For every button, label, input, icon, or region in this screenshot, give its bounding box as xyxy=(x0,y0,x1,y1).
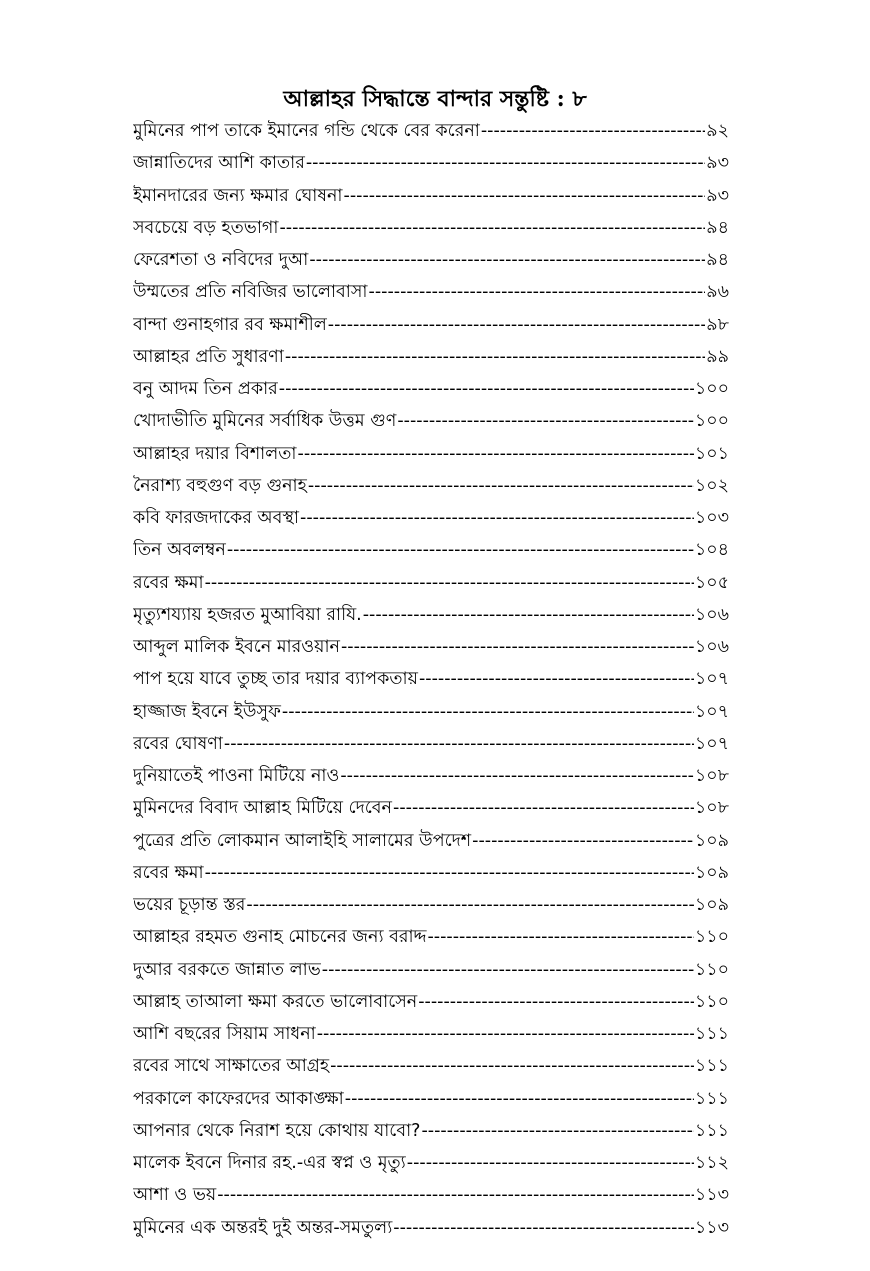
toc-entry xyxy=(133,534,729,566)
toc-entry-title: তিন অবলম্বন xyxy=(133,540,226,561)
toc-entry xyxy=(133,857,729,889)
toc-entry-title: নৈরাশ্য বহুগুণ বড় গুনাহ xyxy=(133,475,307,496)
toc-entry-title: রবের ক্ষমা xyxy=(133,572,204,593)
toc-entry-page-number: ৯৩ xyxy=(706,153,729,174)
dot-leader xyxy=(300,502,694,534)
toc-entry xyxy=(133,405,729,437)
toc-entry xyxy=(133,244,729,276)
toc-entry xyxy=(133,212,729,244)
toc-entry-title: মুমিনের পাপ তাকে ইমানের গন্ডি থেকে বের করেনা xyxy=(133,121,480,141)
dot-leader xyxy=(344,180,706,212)
dot-leader xyxy=(340,760,694,792)
toc-entry xyxy=(133,309,729,341)
toc-entry-page-number: ১১১ xyxy=(694,1024,729,1044)
toc-entry xyxy=(133,115,729,147)
toc-entry-page-number: ১০৮ xyxy=(694,798,729,819)
toc-entry xyxy=(133,954,729,986)
dot-leader xyxy=(345,1083,694,1115)
toc-entry-title: রবের সাথে সাক্ষাতের আগ্রহ xyxy=(133,1056,330,1077)
toc-entry-title: পাপ হয়ে যাবে তুচ্ছ তার দয়ার ব্যাপকতায় xyxy=(133,669,418,690)
dot-leader xyxy=(282,696,694,728)
toc-entry-title: আল্লাহর দয়ার বিশালতা xyxy=(133,443,297,464)
toc-entry xyxy=(133,1018,729,1050)
toc-entry-page-number: ১০৯ xyxy=(694,830,729,851)
toc-entry xyxy=(133,373,729,405)
toc-entry-title: হাজ্জাজ ইবনে ইউসুফ xyxy=(133,701,281,722)
toc-entry xyxy=(133,1115,729,1147)
toc-entry-title: পরকালে কাফেরদের আকাঙ্ক্ষা xyxy=(133,1088,344,1109)
toc-entry xyxy=(133,1147,729,1179)
toc-entry-page-number: ১১০ xyxy=(694,927,729,948)
dot-leader xyxy=(279,212,705,244)
toc-entry xyxy=(133,696,729,728)
dot-leader xyxy=(421,1115,693,1147)
toc-entry-title: উম্মতের প্রতি নবিজির ভালোবাসা xyxy=(133,282,368,303)
toc-entry-title: মালেক ইবনে দিনার রহ.-এর স্বপ্ন ও মৃত্যু xyxy=(133,1153,406,1173)
dot-leader xyxy=(227,534,694,566)
dot-leader xyxy=(306,147,705,179)
dot-leader xyxy=(205,567,694,599)
toc-entry xyxy=(133,921,729,953)
dot-leader xyxy=(224,728,694,760)
dot-leader xyxy=(309,244,705,276)
toc-entry-title: দুনিয়াতেই পাওনা মিটিয়ে নাও xyxy=(133,766,340,786)
dot-leader xyxy=(217,1179,694,1211)
toc-entry-page-number: ১১১ xyxy=(694,1120,729,1141)
toc-entry-page-number: ১১২ xyxy=(694,1153,729,1173)
dot-leader xyxy=(472,825,694,857)
toc-entry-title: খোদাভীতি মুমিনের সর্বাধিক উত্তম গুণ xyxy=(133,411,397,432)
toc-entry-title: আল্লাহ তাআলা ক্ষমা করতে ভালোবাসেন xyxy=(133,991,418,1012)
toc-entry xyxy=(133,1083,729,1115)
toc-entry-title: জান্নাতিদের আশি কাতার xyxy=(133,153,305,174)
toc-entry xyxy=(133,502,729,534)
toc-entry xyxy=(133,147,729,179)
toc-entry-title: মুমিনদের বিবাদ আল্লাহ মিটিয়ে দেবেন xyxy=(133,798,392,819)
toc-entry-title: আপনার থেকে নিরাশ হয়ে কোথায় যাবো? xyxy=(133,1120,421,1141)
dot-leader xyxy=(285,341,705,373)
toc-entry-page-number: ১০৭ xyxy=(694,669,729,690)
toc-entry-title: আব্দুল মালিক ইবনে মারওয়ান xyxy=(133,637,340,657)
toc-entry-page-number: ৯৩ xyxy=(706,185,729,206)
toc-entry-page-number: ৯৮ xyxy=(706,314,729,335)
toc-entry-title: আল্লাহর রহমত গুনাহ মোচনের জন্য বরাদ্দ xyxy=(133,927,427,948)
toc-entry xyxy=(133,1179,729,1211)
dot-leader xyxy=(393,792,694,824)
toc-entry-page-number: ৯৪ xyxy=(706,250,729,270)
dot-leader xyxy=(341,631,694,663)
dot-leader xyxy=(205,857,694,889)
toc-entry-page-number: ১১১ xyxy=(694,1056,729,1077)
toc-entry-title: ভয়ের চূড়ান্ত স্তর xyxy=(133,895,246,915)
toc-entry-page-number: ১০৯ xyxy=(694,895,729,915)
toc-entry xyxy=(133,631,729,663)
toc-entry-page-number: ৯৪ xyxy=(706,217,729,238)
dot-leader xyxy=(418,986,694,1018)
toc-entry-page-number: ১০৮ xyxy=(694,766,729,786)
toc-entry-title: রবের ক্ষমা xyxy=(133,862,204,883)
toc-entry-page-number: ১০৬ xyxy=(694,604,729,625)
toc-entry xyxy=(133,1212,729,1244)
toc-entry xyxy=(133,1050,729,1082)
toc-entry-page-number: ১০৭ xyxy=(694,701,729,722)
toc-entry xyxy=(133,180,729,212)
toc-entry-title: বনু আদম তিন প্রকার xyxy=(133,379,278,399)
toc-entry xyxy=(133,825,729,857)
toc-entry-page-number: ১১৩ xyxy=(694,1217,729,1238)
dot-leader xyxy=(419,663,694,695)
toc-entry-title: মৃত্যুশয্যায় হজরত মুআবিয়া রাযি. xyxy=(133,604,362,625)
toc-entry-page-number: ১১০ xyxy=(694,991,729,1012)
toc-entry-title: আল্লাহর প্রতি সুধারণা xyxy=(133,346,284,367)
dot-leader xyxy=(393,1212,694,1244)
dot-leader xyxy=(298,438,694,470)
toc-entry-page-number: ১১১ xyxy=(694,1088,729,1109)
dot-leader xyxy=(246,889,693,921)
toc-entry xyxy=(133,438,729,470)
toc-entry-title: বান্দা গুনাহগার রব ক্ষমাশীল xyxy=(133,314,327,335)
toc-entry-page-number: ৯২ xyxy=(706,121,729,141)
dot-leader xyxy=(481,115,705,147)
toc-entry-page-number: ১০১ xyxy=(694,443,729,464)
toc-entry-title: কবি ফারজদাকের অবস্থা xyxy=(133,508,299,528)
dot-leader xyxy=(308,470,694,502)
page-title: আল্লাহর সিদ্ধান্তে বান্দার সন্তুষ্টি : ৮ xyxy=(283,86,587,112)
toc-entry xyxy=(133,341,729,373)
toc-entry-page-number: ১১০ xyxy=(694,959,729,980)
toc-entry xyxy=(133,792,729,824)
dot-leader xyxy=(407,1147,694,1179)
toc-entry-title: সবচেয়ে বড় হতভাগা xyxy=(133,217,279,238)
dot-leader xyxy=(363,599,694,631)
toc-entry-title: পুত্রের প্রতি লোকমান আলাইহি সালামের উপদেশ xyxy=(133,830,472,851)
toc-entry xyxy=(133,470,729,502)
toc-entry-page-number: ১০২ xyxy=(694,475,729,496)
toc-entry xyxy=(133,760,729,792)
toc-entry-page-number: ১১৩ xyxy=(694,1185,729,1206)
toc-entry-title: রবের ঘোষণা xyxy=(133,733,223,754)
toc-entry-page-number: ১০৯ xyxy=(694,862,729,883)
toc-entry xyxy=(133,986,729,1018)
toc-entry-title: দুআর বরকতে জান্নাত লাভ xyxy=(133,959,321,980)
dot-leader xyxy=(397,405,694,437)
toc-entry-page-number: ১০৭ xyxy=(694,733,729,754)
toc-entry-page-number: ১০৪ xyxy=(694,540,729,561)
dot-leader xyxy=(328,309,706,341)
toc-entry xyxy=(133,889,729,921)
toc-entry xyxy=(133,276,729,308)
toc-entry-page-number: ১০৫ xyxy=(694,572,729,593)
toc-entry-title: আশা ও ভয় xyxy=(133,1185,217,1206)
toc-entry-title: আশি বছরের সিয়াম সাধনা xyxy=(133,1024,316,1044)
toc-entry xyxy=(133,567,729,599)
dot-leader xyxy=(322,954,694,986)
toc-entry xyxy=(133,663,729,695)
toc-entry-page-number: ১০০ xyxy=(694,411,729,432)
toc-entry xyxy=(133,599,729,631)
toc-entry-page-number: ১০০ xyxy=(694,379,729,399)
toc-entry-page-number: ১০৩ xyxy=(694,508,729,528)
dot-leader xyxy=(279,373,694,405)
toc-entry-title: ইমানদারের জন্য ক্ষমার ঘোষনা xyxy=(133,185,343,206)
table-of-contents xyxy=(133,115,729,1244)
toc-entry-title: ফেরেশতা ও নবিদের দুআ xyxy=(133,250,309,270)
dot-leader xyxy=(317,1018,694,1050)
dot-leader xyxy=(369,276,706,308)
toc-entry-page-number: ৯৬ xyxy=(706,282,729,303)
dot-leader xyxy=(330,1050,694,1082)
toc-entry-page-number: ৯৯ xyxy=(706,346,729,367)
toc-entry-page-number: ১০৬ xyxy=(694,637,729,657)
dot-leader xyxy=(427,921,693,953)
toc-entry-title: মুমিনের এক অন্তরই দুই অন্তর-সমতুল্য xyxy=(133,1217,393,1238)
toc-entry xyxy=(133,728,729,760)
